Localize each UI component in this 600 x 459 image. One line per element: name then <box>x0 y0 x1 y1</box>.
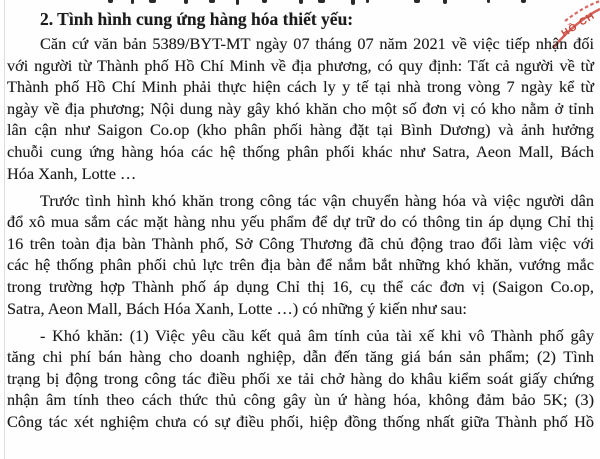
section-heading: 2. Tình hình cung ứng hàng hóa thiết yếu: <box>40 9 354 29</box>
text-line: nhận âm tính theo cách thức thủ công gây ùn ứ hàng hóa, không đảm bảo 5K; (3) <box>7 390 594 410</box>
paragraph <box>7 33 594 184</box>
text-line: đổ xô mua sắm các mặt hàng nhu yếu phẩm để dự trữ do có thông tin áp dụng Chỉ thị <box>7 212 594 232</box>
text-line: 16 trên toàn địa bàn Thành phố, Sở Công Thương đã chủ động trao đổi làm việc với <box>7 233 594 253</box>
text-line: lân cận như Saigon Co.op (kho phân phối hàng đặt tại Bình Dương) và ảnh hưởng <box>7 120 594 140</box>
text-line: - Khó khăn: (1) Việc yêu cầu kết quả âm tính của tài xế khi vô Thành phố gây <box>40 325 594 345</box>
text-line: tăng chi phí bán hàng cho doanh nghiệp, dẫn đến tăng giá bán sản phẩm; (2) Tình <box>7 347 594 367</box>
text-line: với người từ Thành phố Hồ Chí Minh về địa phương, có quy định: Tất cả người về từ <box>7 55 594 75</box>
paragraph <box>7 190 594 320</box>
text-line: trạng bị động trong công tác điều phối xe tải chở hàng do khâu kiểm soát giấy chứng <box>7 368 594 388</box>
text-line: Công tác xét nghiệm chưa có sự điều phối, hiệp đồng thống nhất giữa Thành phố Hồ <box>7 411 594 431</box>
text-line: Hóa Xanh, Lotte … <box>7 163 137 183</box>
text-line: Satra, Aeon Mall, Bách Hóa Xanh, Lotte …) có những ý kiến như sau: <box>7 298 467 318</box>
text-line: ngày về địa phương; Nội dung này gây khó khăn cho một số đơn vị có kho nằm ở tỉnh <box>7 98 594 118</box>
text-line: Trước tình hình khó khăn trong công tác vận chuyển hàng hóa và việc người dân <box>40 190 594 210</box>
text-line: Thành phố Hồ Chí Minh phải thực hiện cách ly y tế tại nhà trong vòng 7 ngày kể từ <box>7 77 594 97</box>
text-line: các hệ thống phân phối chủ lực trên địa bàn để nắm bắt những khó khăn, vướng mắc <box>7 255 594 275</box>
stamp-text: HỒ CH <box>559 10 598 40</box>
text-line: trong trường hợp Thành phố áp dụng Chỉ thị 16, cụ thể các đơn vị (Saigon Co.op, <box>7 276 594 296</box>
text-line: chuỗi cung ứng hàng hóa các hệ thống phân phối khác như Satra, Aeon Mall, Bách <box>7 141 594 161</box>
text-line: Căn cứ văn bản 5389/BYT-MT ngày 07 tháng 07 năm 2021 về việc tiếp nhận đối <box>40 34 594 53</box>
paragraph <box>7 325 594 433</box>
